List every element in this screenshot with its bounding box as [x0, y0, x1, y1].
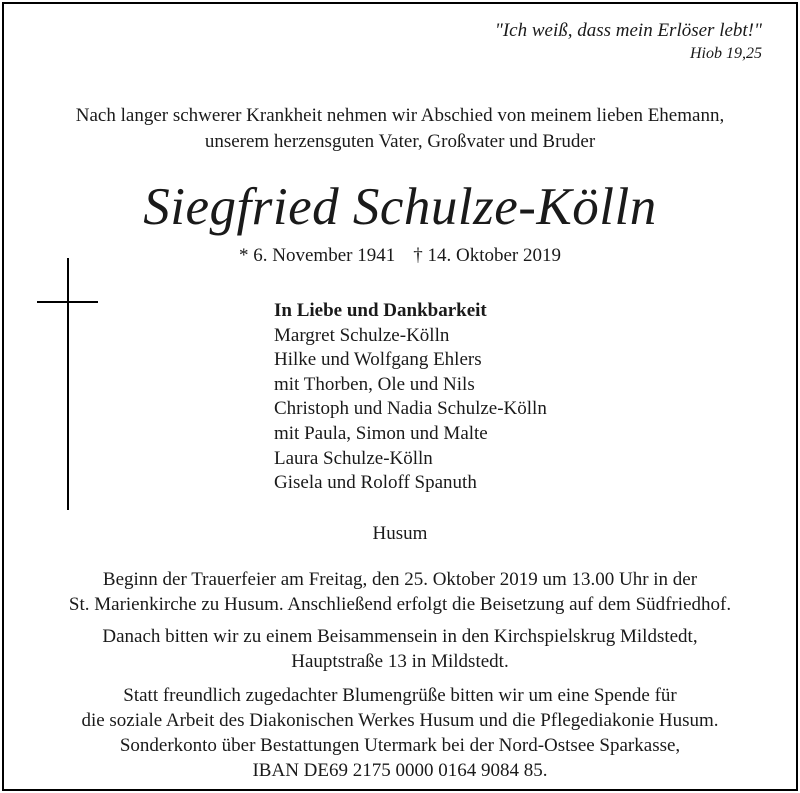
- cross-icon-bar: [37, 301, 98, 303]
- quote-reference: Hiob 19,25: [690, 45, 762, 62]
- mourners-list: [274, 299, 547, 496]
- donation-line: IBAN DE69 2175 0000 0164 9084 85.: [252, 760, 548, 781]
- gathering-line: Hauptstraße 13 in Mildstedt.: [291, 651, 509, 672]
- donation-line: Statt freundlich zugedachter Blumengrüße bitten wir um eine Spende für: [123, 685, 677, 706]
- mourners-heading: In Liebe und Dankbarkeit: [274, 300, 487, 321]
- life-dates: [0, 243, 800, 269]
- donation-line: die soziale Arbeit des Diakonischen Werkes Husum und die Pflegediakonie Husum.: [81, 710, 719, 731]
- service-line: St. Marienkirche zu Husum. Anschließend erfolgt die Beisetzung auf dem Südfriedhof.: [68, 594, 732, 615]
- service-info: [0, 567, 800, 617]
- mourner-entry: Laura Schulze-Kölln: [274, 447, 433, 469]
- intro-line: unserem herzensguten Vater, Großvater und Bruder: [204, 131, 596, 152]
- mourner-entry: mit Thorben, Ole und Nils: [274, 373, 475, 395]
- intro-text: [0, 103, 800, 155]
- quote-text: "Ich weiß, dass mein Erlöser lebt!": [494, 20, 762, 41]
- birth-date: * 6. November 1941: [239, 245, 396, 266]
- deceased-name: Siegfried Schulze-Kölln: [143, 178, 657, 236]
- donation-line: Sonderkonto über Bestattungen Utermark bei der Nord-Ostsee Sparkasse,: [119, 735, 681, 756]
- bible-quote: [495, 18, 762, 64]
- mourner-entry: Margret Schulze-Kölln: [274, 324, 450, 346]
- cross-icon: [67, 258, 69, 510]
- donation-info: [0, 683, 800, 783]
- mourner-entry: Hilke und Wolfgang Ehlers: [274, 349, 482, 371]
- mourner-entry: Gisela und Roloff Spanuth: [274, 472, 477, 494]
- mourner-entry: Christoph und Nadia Schulze-Kölln: [274, 398, 547, 420]
- intro-line: Nach langer schwerer Krankheit nehmen wir Abschied von meinem lieben Ehemann,: [75, 105, 725, 126]
- gathering-line: Danach bitten wir zu einem Beisammensein in den Kirchspielskrug Mildstedt,: [102, 626, 698, 647]
- death-date: † 14. Oktober 2019: [413, 245, 561, 266]
- service-line: Beginn der Trauerfeier am Freitag, den 25. Oktober 2019 um 13.00 Uhr in der: [102, 569, 698, 590]
- place: Husum: [372, 523, 428, 544]
- mourner-entry: mit Paula, Simon und Malte: [274, 422, 488, 444]
- gathering-info: [0, 624, 800, 674]
